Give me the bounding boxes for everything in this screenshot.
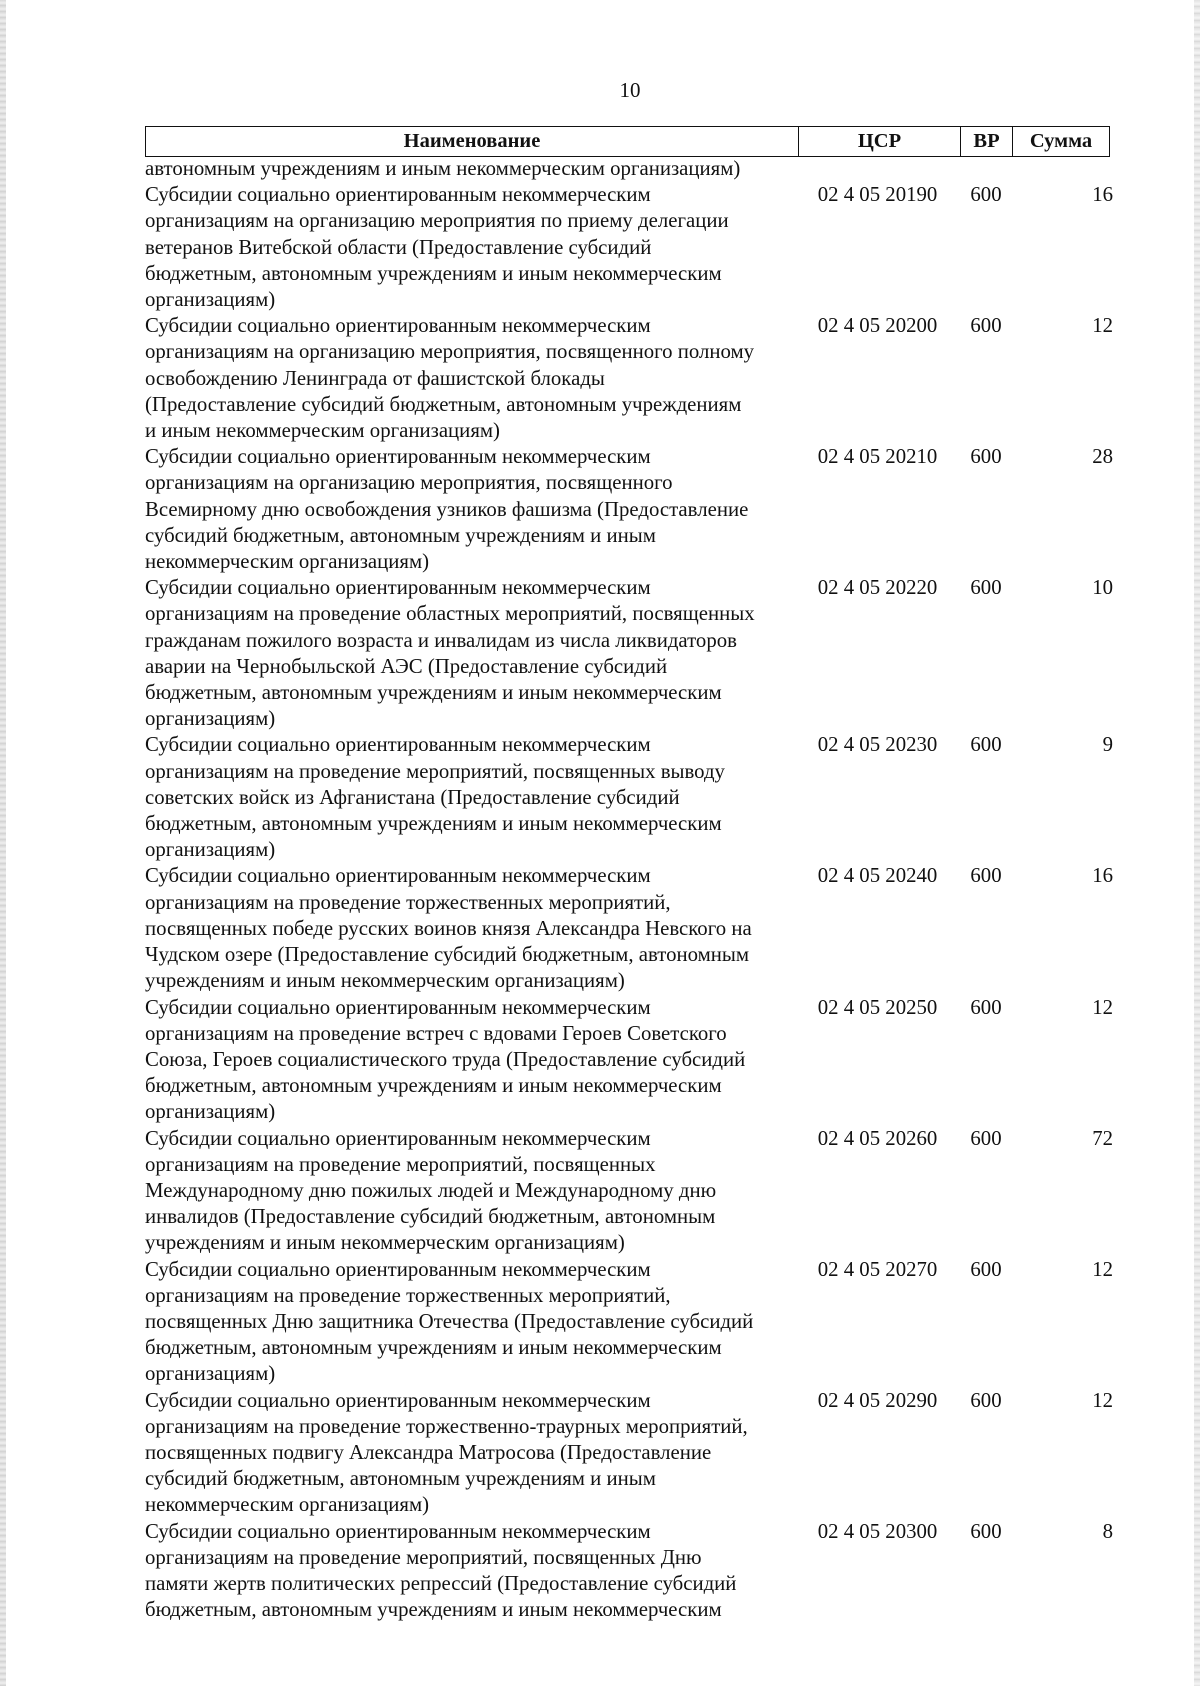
row-name: Субсидии социально ориентированным некоммерческим организациям на организацию мероприятия по приему делегации ветеранов Витебской области (Предоставление субсидий бюджетным, автономным учреждениям и иным некоммерческим организациям) xyxy=(145,183,729,312)
row-vr: 600 xyxy=(970,864,1002,888)
row-sum: 12 xyxy=(1092,1388,1113,1412)
table-row xyxy=(145,182,1115,313)
row-sum: 12 xyxy=(1092,314,1113,338)
row-csr: 02 4 05 20190 xyxy=(817,183,938,207)
header-csr: ЦСР xyxy=(799,127,961,156)
row-vr: 600 xyxy=(970,445,1002,469)
scan-edge-right xyxy=(1194,0,1200,1686)
table-row xyxy=(145,1257,1115,1388)
row-name: Субсидии социально ориентированным некоммерческим организациям на проведение мероприятий, посвященных выводу советских войск из Афганистана (Предоставление субсидий бюджетным, автономным учреждениям и иным некоммерческим организациям) xyxy=(145,733,725,862)
row-name: автономным учреждениям и иным некоммерческим организациям) xyxy=(145,157,741,180)
header-vr: ВР xyxy=(961,127,1013,156)
row-csr: 02 4 05 20210 xyxy=(817,445,938,469)
row-sum: 16 xyxy=(1092,183,1113,207)
row-csr: 02 4 05 20240 xyxy=(817,864,938,888)
row-name: Субсидии социально ориентированным некоммерческим организациям на проведение торжественно-траурных мероприятий, посвященных подвигу Александра Матросова (Предоставление субсидий бюджетным, автономным учреждениям и иным некоммерческим организациям) xyxy=(145,1388,748,1517)
row-vr: 600 xyxy=(970,314,1002,338)
row-vr: 600 xyxy=(970,183,1002,207)
table-row xyxy=(145,1388,1115,1519)
row-name: Субсидии социально ориентированным некоммерческим организациям на организацию мероприятия, посвященного Всемирному дню освобождения узников фашизма (Предоставление субсидий бюджетным, автономным учреждениям и иным некоммерческим организациям) xyxy=(145,445,749,574)
row-vr: 600 xyxy=(970,1126,1002,1150)
row-vr: 600 xyxy=(970,1257,1002,1281)
row-name: Субсидии социально ориентированным некоммерческим организациям на проведение встреч с вдовами Героев Советского Союза, Героев социалистического труда (Предоставление субсидий бюджетным, автономным учреждениям и иным некоммерческим организациям) xyxy=(145,995,746,1124)
table-body xyxy=(145,156,1115,1623)
table-row xyxy=(145,156,1115,182)
row-sum: 72 xyxy=(1092,1126,1113,1150)
row-name: Субсидии социально ориентированным некоммерческим организациям на проведение мероприятий, посвященных Международному дню пожилых людей и Международному дню инвалидов (Предоставление субсидий бюджетным, автономным учреждениям и иным некоммерческим организациям) xyxy=(145,1126,717,1255)
row-sum: 12 xyxy=(1092,1257,1113,1281)
row-csr: 02 4 05 20270 xyxy=(817,1257,938,1281)
table-row xyxy=(145,732,1115,863)
row-csr: 02 4 05 20200 xyxy=(817,314,938,338)
scan-edge-left xyxy=(0,0,6,1686)
row-csr: 02 4 05 20250 xyxy=(817,995,938,1019)
row-csr: 02 4 05 20260 xyxy=(817,1126,938,1150)
table-header xyxy=(145,126,1110,157)
row-vr: 600 xyxy=(970,1388,1002,1412)
row-sum: 9 xyxy=(1102,733,1113,757)
table-row xyxy=(145,995,1115,1126)
row-name: Субсидии социально ориентированным некоммерческим организациям на проведение торжественных мероприятий, посвященных победе русских воинов князя Александра Невского на Чудском озере (Предоставление субсидий бюджетным, автономным учреждениям и иным некоммерческим организациям) xyxy=(145,864,752,993)
row-vr: 600 xyxy=(970,733,1002,757)
table-row xyxy=(145,1519,1115,1624)
row-csr: 02 4 05 20220 xyxy=(817,576,938,600)
row-sum: 10 xyxy=(1092,576,1113,600)
table-row xyxy=(145,575,1115,732)
row-name: Субсидии социально ориентированным некоммерческим организациям на проведение мероприятий, посвященных Дню памяти жертв политических репрессий (Предоставление субсидий бюджетным, автономным учреждениям и иным некоммерческим xyxy=(145,1519,737,1622)
table-row xyxy=(145,863,1115,994)
page-number: 10 xyxy=(619,78,641,102)
row-vr: 600 xyxy=(970,576,1002,600)
header-sum: Сумма xyxy=(1029,130,1093,152)
row-vr: 600 xyxy=(970,995,1002,1019)
row-vr: 600 xyxy=(970,1519,1002,1543)
row-csr: 02 4 05 20300 xyxy=(817,1519,938,1543)
row-csr: 02 4 05 20230 xyxy=(817,733,938,757)
table-row xyxy=(145,313,1115,444)
header-name: Наименование xyxy=(146,127,799,156)
row-sum: 8 xyxy=(1102,1519,1113,1543)
row-name: Субсидии социально ориентированным некоммерческим организациям на проведение областных мероприятий, посвященных гражданам пожилого возраста и инвалидам из числа ликвидаторов аварии на Чернобыльской АЭС (Предоставление субсидий бюджетным, автономным учреждениям и иным некоммерческим организациям) xyxy=(145,576,755,731)
row-name: Субсидии социально ориентированным некоммерческим организациям на организацию мероприятия, посвященного полному освобождению Ленинграда от фашистской блокады (Предоставление субсидий бюджетным, автономным учреждениям и иным некоммерческим организациям) xyxy=(145,314,755,443)
row-name: Субсидии социально ориентированным некоммерческим организациям на проведение торжественных мероприятий, посвященных Дню защитника Отечества (Предоставление субсидий бюджетным, автономным учреждениям и иным некоммерческим организациям) xyxy=(145,1257,754,1386)
row-csr: 02 4 05 20290 xyxy=(817,1388,938,1412)
table-row xyxy=(145,444,1115,575)
row-sum: 28 xyxy=(1092,445,1113,469)
table-row xyxy=(145,1126,1115,1257)
row-sum: 16 xyxy=(1092,864,1113,888)
row-sum: 12 xyxy=(1092,995,1113,1019)
